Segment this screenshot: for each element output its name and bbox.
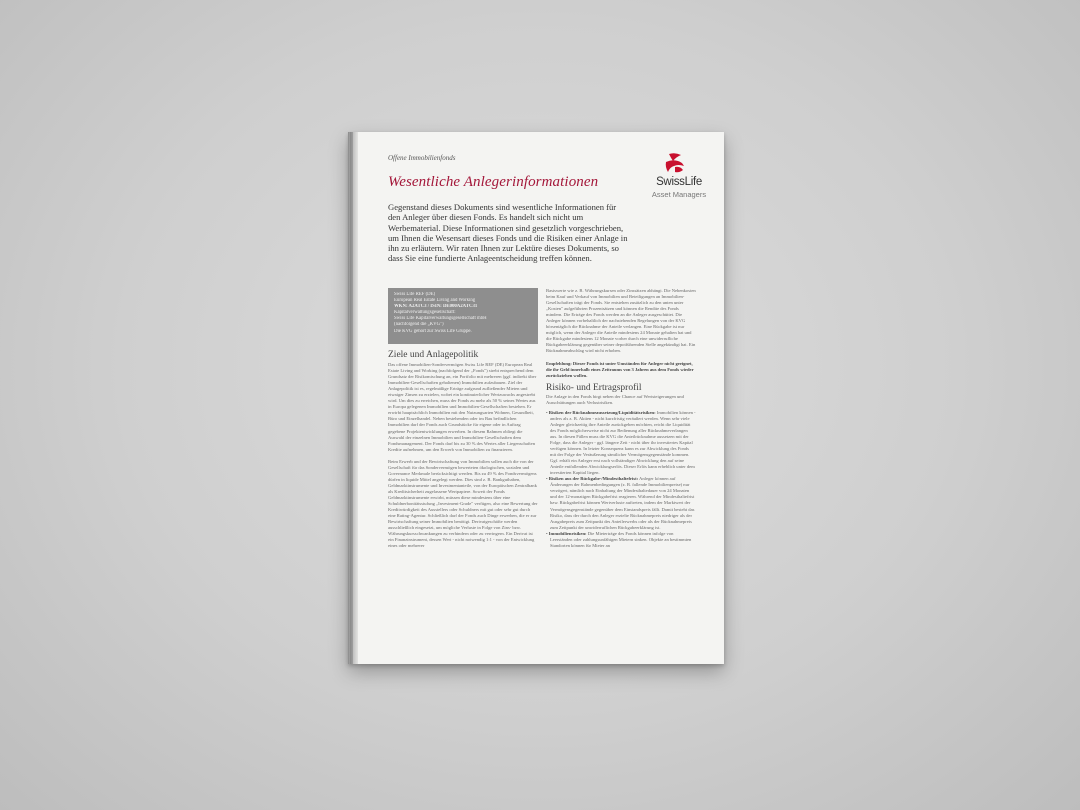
swisslife-logo <box>643 150 715 214</box>
fund-line: European Real Estate Living and Working <box>394 298 476 304</box>
fund-line: Swiss Life Kapitalverwaltungsgesellschaft mbH <box>394 316 487 322</box>
fund-line: (nachfolgend die „KVG") <box>394 322 444 328</box>
risk-bullet-label: Risiken aus der Rückgabe-/Mindesthaltefrist: <box>548 476 639 482</box>
goals-heading: Ziele und Anlagepolitik <box>388 350 479 360</box>
risk-bullet-text: Die Mieterträge des Fonds können infolge von Leerständen oder zahlungsunfähigen Mietern sinken. Objekte an bestimmten Standorten können für Mieter an <box>550 530 692 548</box>
risk-bullet-label: Immobilienrisiken: <box>548 530 587 536</box>
fund-line: Swiss Life REF (DE) <box>394 292 436 297</box>
document-title: Wesentliche Anlegerinformationen <box>388 174 599 190</box>
risk-bullet-liquidity: • Risiken der Rücknahmeaussetzung/Liquiditätsrisiken: Immobilien können - anders als z. B. Aktien - nicht kurzfristig veräußert werden. Wenn sehr viele Anleger gleichzeitig ihre Anteile zurückgeben möchten, reicht die Liquidität des Fonds möglicherweise nicht zur Bedienung aller Rücknahmeverlangen aus. In diesen Fällen muss die KVG die Anteilrücknahme aussetzen mit der Folge, dass die Anleger - ggf. längere Zeit - nicht über ihr investiertes Kapital verfügen können. In letzter Konsequenz kann es zur Abwicklung des Fonds mit der Folge der Veräußerung sämtlicher Vermögensgegenstände kommen. Ggf. erhält ein Anleger erst nach vollständiger Abwicklung den auf seine Anteile entfallenden Abwicklungserlös. Dieser Erlös kann erheblich unter dem investierten Kapital liegen. <box>546 409 696 476</box>
risk-bullet-text: Anleger können auf Änderungen der Rahmenbedingungen (z. B. fallende Immobilienpreise) nur verzögert, nämlich nach Einhaltung der Mindesthaltedauer von 24 Monaten und der 12-monatigen Rückgabefrist reagieren. Während der Mindesthaltefrist bzw. Rückgabefrist können Wertverluste auftreten, indem der Marktwert der Vermögensgegenstände gegenüber dem Einstandspreis fällt. Damit besteht das Risiko, dass der durch den Anleger erzielte Rücknahmepreis niedriger als der Ausgabepreis zum Zeitpunkt des Anteilerwerbs oder als der Rücknahmepreis zum Zeitpunkt der unwiderruflichen Rückgabeerklärung ist. <box>550 476 695 530</box>
swisslife-logo-icon <box>663 152 687 174</box>
document-category: Offene Immobilienfonds <box>388 154 456 162</box>
intro-paragraph: Gegenstand dieses Dokuments sind wesentliche Informationen für den Anleger über diesen Fonds. Es handelt sich nicht um Werbematerial. Diese Informationen sind gesetzlich vorgeschrieben, um Ihnen die Wesensart dieses Fonds und die Risiken einer Anlage in ihn zu erläutern. Wir raten Ihnen zur Lektüre dieses Dokuments, so dass Sie eine fundierte Anlageentscheidung treffen können. <box>388 202 628 264</box>
brochure-page <box>348 132 724 664</box>
spine-fold <box>350 132 353 664</box>
risk-intro: Die Anlage in den Fonds birgt neben der Chance auf Wertsteigerungen und Ausschüttungen auch Verlustrisiken. <box>546 393 684 405</box>
risk-bullet-text: Immobilien können - anders als z. B. Aktien - nicht kurzfristig veräußert werden. Wenn sehr viele Anleger gleichzeitig ihre Anteile zurückgeben möchten, reicht die Liquidität des Fonds möglicherweise nicht zur Bedienung aller Rücknahmeverlangen aus. In diesen Fällen muss die KVG die Anteilrücknahme aussetzen mit der Folge, dass die Anleger - ggf. längere Zeit - nicht über ihr investiertes Kapital verfügen können. In letzter Konsequenz kann es zur Abwicklung des Fonds mit der Folge der Veräußerung sämtlicher Vermögensgegenstände kommen. Ggf. erhält ein Anleger erst nach vollständiger Abwicklung den auf seine Anteile entfallenden Abwicklungserlös. Dieser Erlös kann erheblich unter dem investierten Kapital liegen. <box>550 409 696 476</box>
goals-paragraph-1: Das offene Immobilien-Sondervermögen Swiss Life REF (DE) European Real Estate Living and Working (nachfolgend der „Fonds") strebt entsprechend dem Grundsatz der Risikomischung an, ein Portfolio mit mehreren (ggf. indirekt über Immobilien-Gesellschaften gehaltenen) Immobilien aufzubauen. Ziel der Anlagepolitik ist es, regelmäßige Erträge aufgrund zufließender Mieten und etwaiger Zinsen zu erzielen, wobei ein kontinuierlicher Wertzuwachs angestrebt wird. Um dies zu erreichen, muss der Fonds zu mehr als 50 % seines Wertes aus in Europa gelegenen Immobilien und Immobilien-Gesellschaften bestehen. Er erwirbt hauptsächlich Immobilien mit den Nutzungsarten Wohnen, Gesundheit, Büro und Einzelhandel. Neben bestehenden oder im Bau befindlichen Immobilien darf der Fonds auch Grundstücke für eigene oder in Auftrag gegebene Projektentwicklungen erwerben. In diesem Rahmen obliegt die Auswahl der einzelnen Immobilien und Immobilien-Gesellschaften dem Fondsmanagement. Der Fonds darf bis zu 30 % des Wertes aller Liegenschaften Kredite aufnehmen, um den Erwerb von Immobilien zu finanzieren. <box>388 362 537 452</box>
risk-bullet-label: Risiken der Rücknahmeaussetzung/Liquiditätsrisiken: <box>548 409 656 415</box>
fund-line: Kapitalverwaltungsgesellschaft: <box>394 310 456 316</box>
fund-line: WKN: A2ATC3 / ISIN: DE000A2ATC31 <box>394 304 478 310</box>
right-paragraph-1: Basiswerte wie z. B. Währungskursen oder Zinssätzen abhängt. Die Nebenkosten beim Kauf und Verkauf von Immobilien und Beteiligungen an Immobilien-Gesellschaften trägt der Fonds. Sie entstehen zusätzlich zu den unten unter „Kosten" aufgeführten Prozentsätzen und können die Rendite des Fonds mindern. Die Erträge des Fonds werden an die Anleger ausgeschüttet. Die Anleger können vorbehaltlich der nachstehenden Regelungen von der KVG börsentäglich die Rücknahme der Anteile verlangen. Eine Rückgabe ist nur möglich, wenn der Anleger die Anteile mindestens 24 Monate gehalten hat und die Rückgabe mindestens 12 Monate vorher durch eine unwiderrufliche Rückgabeerklärung gegenüber seiner depotführenden Stelle angekündigt hat. Ein Rücknahmeabschlag wird nicht erhoben. <box>546 288 696 354</box>
logo-subtitle: Asset Managers <box>651 190 707 199</box>
goals-paragraph-2: Beim Erwerb und der Bewirtschaftung von Immobilien sollen auch die von der Gesellschaft für das Sondervermögen bewerteten ökologischen, sozialen und Governance Merkmale berücksichtigt werden. Bis zu 49 % des Fondsvermögens dürfen in liquide Mittel angelegt werden. Dies sind z. B. Bankguthaben, Geldmarktinstrumente und Investmentanteile, von der Europäischen Zentralbank als Kreditsicherheit zugelassene Wertpapiere. Soweit der Fonds Geldmarktinstrumente erwirbt, müssen diese mindestens über eine Schuldnerbonitätsstufung „Investment-Grade" verfügen, also eine Bewertung der Kreditwürdigkeit des Ausstellers oder Schuldners mit gut oder sehr gut durch eine Rating-Agentur. Schließlich darf der Fonds auch Dinge erwerben, die er zur Bewirtschaftung seiner Immobilien benötigt. Derivatgeschäfte werden ausschließlich eingesetzt, um mögliche Verluste in Folge von Zins- bzw. Währungskursschwankungen zu verhindern oder zu verringern. Ein Derivat ist ein Finanzinstrument, dessen Wert - nicht notwendig 1:1 - von der Entwicklung eines oder mehrerer <box>388 458 538 549</box>
recommendation-text: Empfehlung: Dieser Fonds ist unter Umständen für Anleger nicht geeignet, die ihr Geld innerhalb eines Zeitraums von 3 Jahren aus dem Fonds wieder zurückziehen wollen. <box>546 360 694 378</box>
right-column <box>546 288 696 549</box>
fund-info-box <box>388 288 538 344</box>
left-column <box>388 350 538 549</box>
logo-name: SwissLife <box>656 176 702 188</box>
risk-bullet-realestate: • Immobilienrisiken: Die Mieterträge des Fonds können infolge von Leerständen oder zahlungsunfähigen Mietern sinken. Objekte an bestimmten Standorten können für Mieter an <box>546 530 692 548</box>
risk-bullet-holding: • Risiken aus der Rückgabe-/Mindesthaltefrist: Anleger können auf Änderungen der Rahmenbedingungen (z. B. fallende Immobilienpreise) nur verzögert, nämlich nach Einhaltung der Mindesthaltedauer von 24 Monaten und der 12-monatigen Rückgabefrist reagieren. Während der Mindesthaltefrist bzw. Rückgabefrist können Wertverluste auftreten, indem der Marktwert der Vermögensgegenstände gegenüber dem Einstandspreis fällt. Damit besteht das Risiko, dass der durch den Anleger erzielte Rücknahmepreis niedriger als der Ausgabepreis zum Zeitpunkt des Anteilerwerbs oder als der Rücknahmepreis zum Zeitpunkt der unwiderruflichen Rückgabeerklärung ist. <box>546 476 695 530</box>
risk-heading: Risiko- und Ertragsprofil <box>546 382 642 393</box>
brochure-spine <box>348 132 358 664</box>
fund-line: Die KVG gehört zur Swiss Life Gruppe. <box>394 328 472 334</box>
